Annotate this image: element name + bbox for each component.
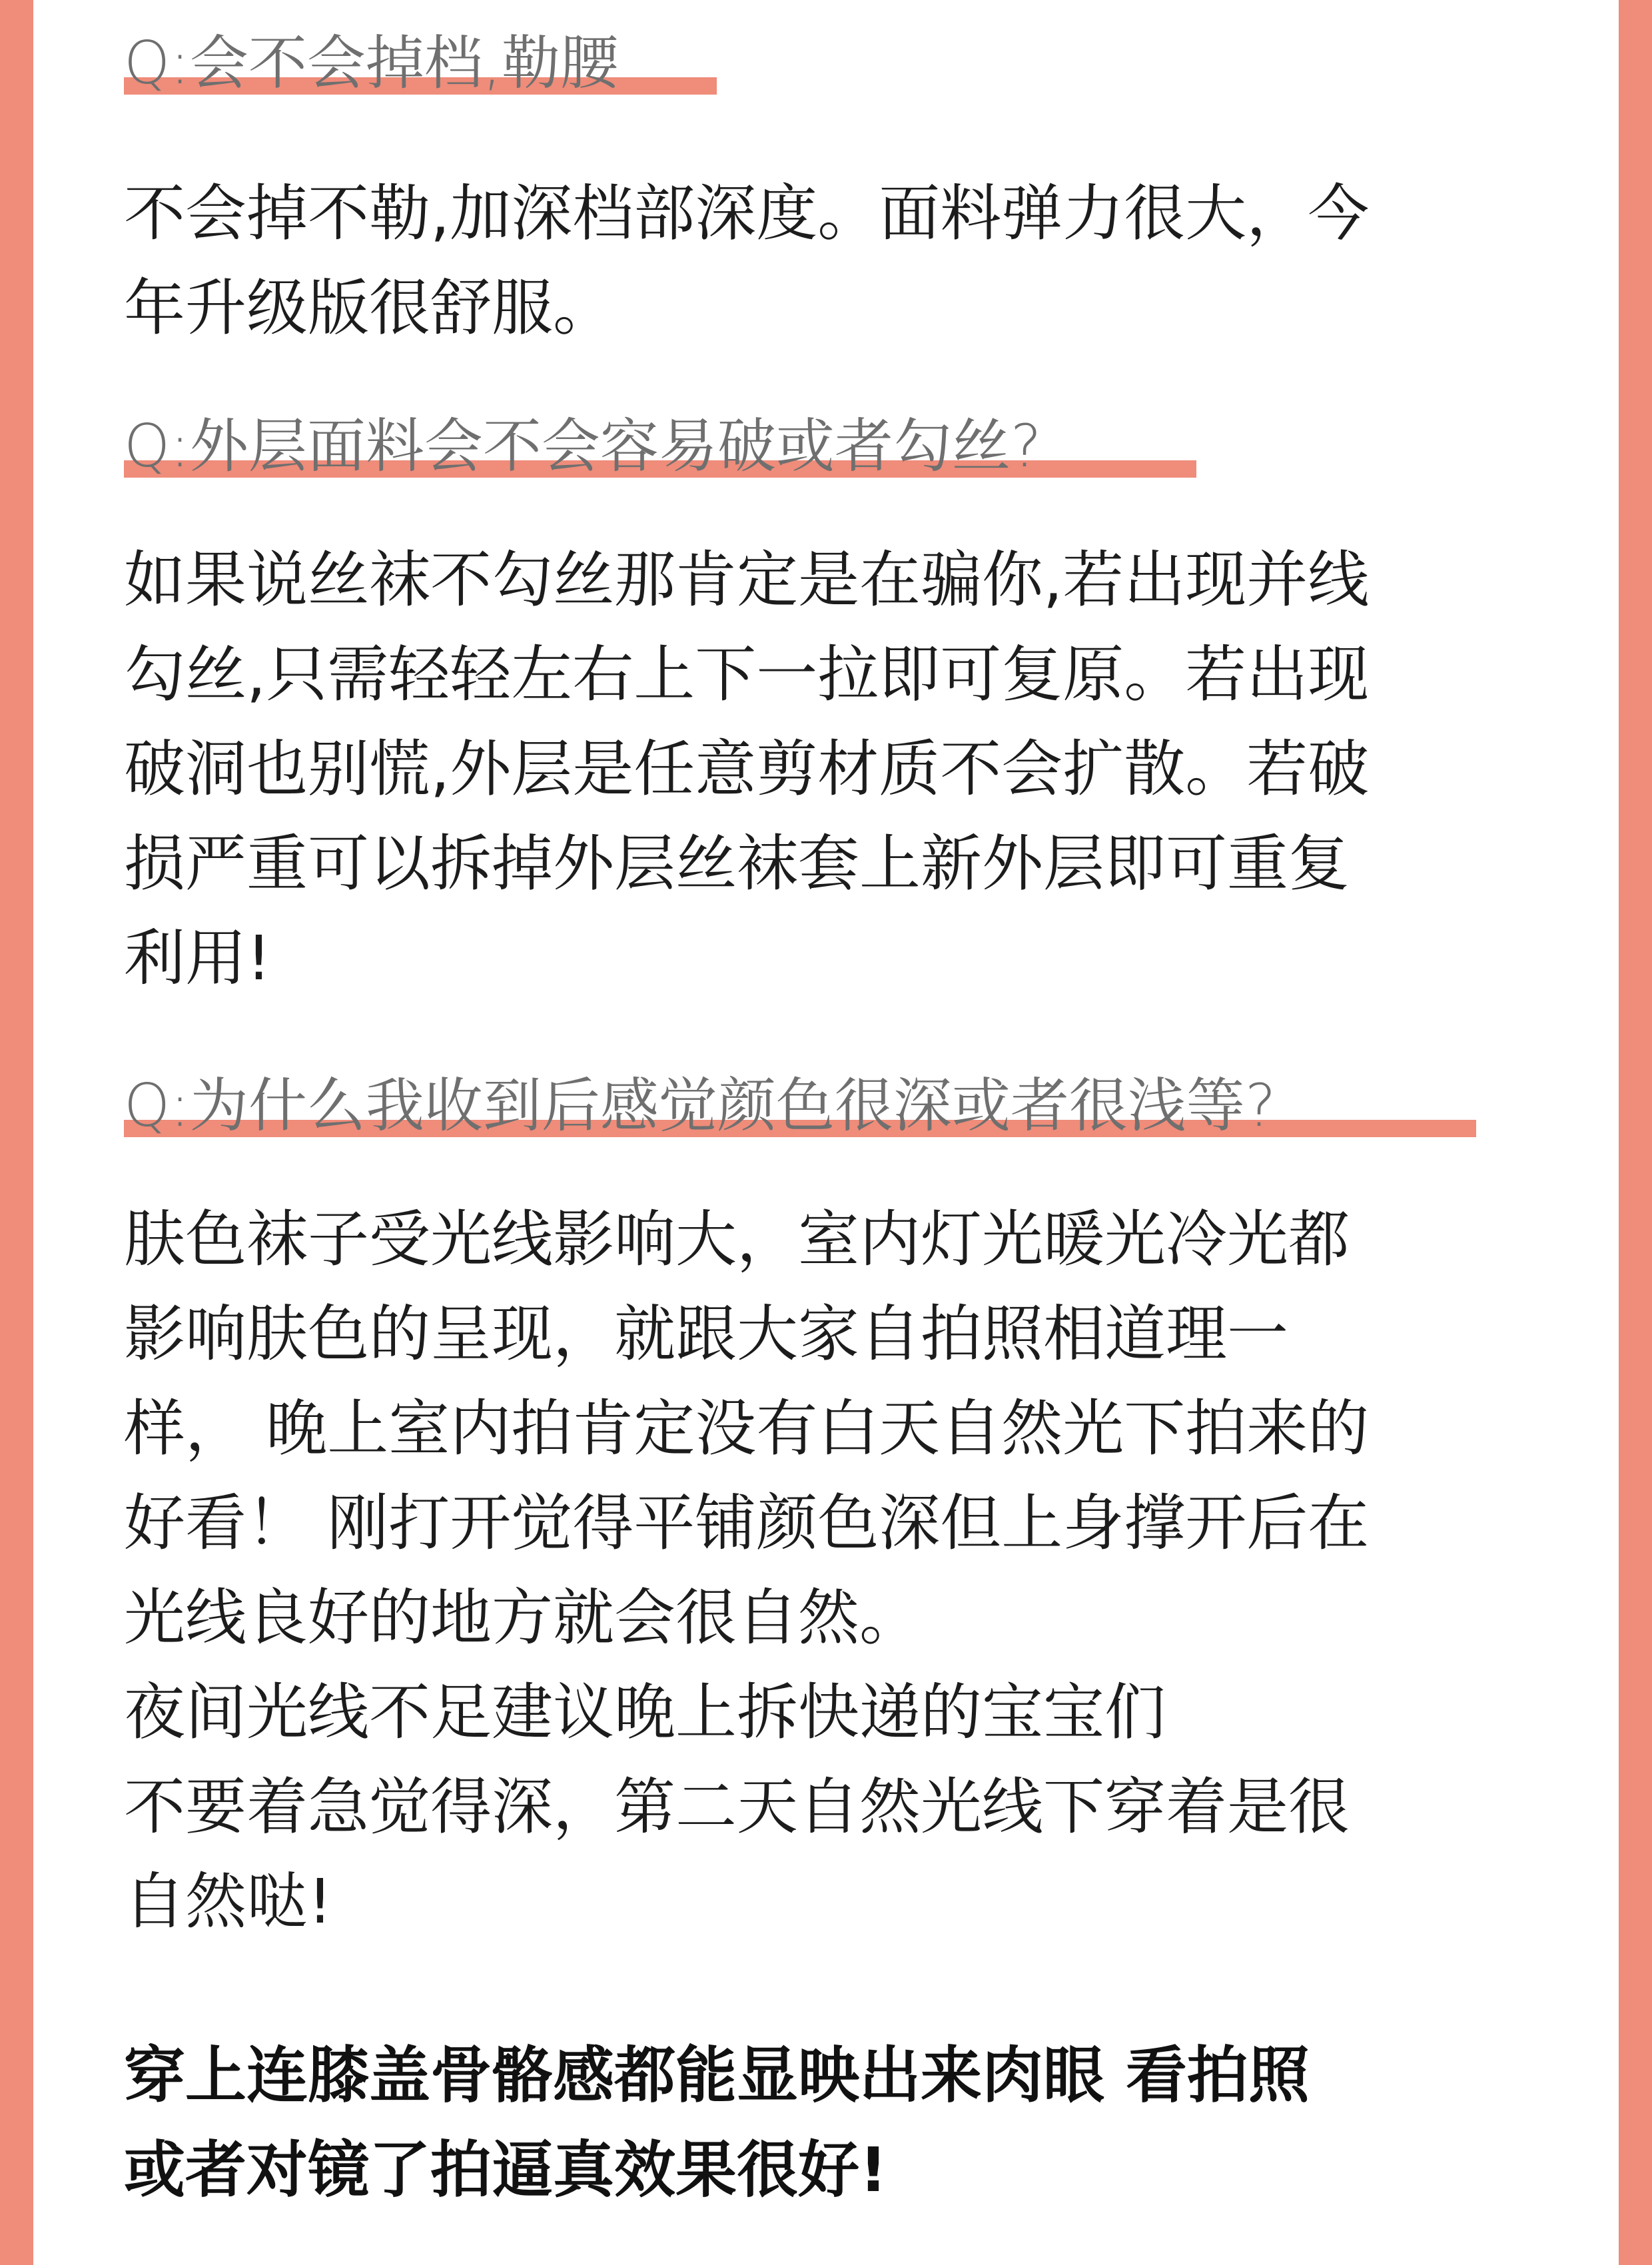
- question-heading-1: [124, 20, 619, 107]
- closing-paragraph: [124, 2029, 1589, 2218]
- answer-line: 自然哒!: [124, 1866, 332, 1937]
- answer-line: 好看！ 刚打开觉得平铺颜色深但上身撑开后在: [124, 1488, 1370, 1559]
- closing-line: 穿上连膝盖骨骼感都能显映出来肉眼 看拍照: [124, 2040, 1310, 2111]
- answer-line: 不要着急觉得深，第二天自然光线下穿着是很: [124, 1771, 1350, 1843]
- answer-line: 样， 晚上室内拍肯定没有白天自然光下拍来的: [124, 1393, 1370, 1464]
- content-card: [33, 0, 1619, 2265]
- question-text: Q:外层面料会不会容易破或者勾丝?: [124, 412, 1042, 480]
- answer-line: 损严重可以拆掉外层丝袜套上新外层即可重复: [124, 828, 1350, 899]
- answer-paragraph-1: [124, 167, 1589, 356]
- question-heading-2: [124, 403, 1042, 490]
- answer-line: 破洞也别慌,外层是任意剪材质不会扩散。若破: [124, 733, 1370, 805]
- question-text: Q:会不会掉档,勒腰: [124, 29, 619, 97]
- answer-line: 勾丝,只需轻轻左右上下一拉即可复原。若出现: [124, 639, 1370, 710]
- question-text: Q:为什么我收到后感觉颜色很深或者很浅等?: [124, 1071, 1276, 1140]
- closing-line: 或者对镜了拍逼真效果很好!: [124, 2134, 887, 2206]
- question-heading-3: [124, 1063, 1276, 1149]
- answer-line: 肤色袜子受光线影响大，室内灯光暖光冷光都: [124, 1204, 1350, 1275]
- answer-paragraph-3: [124, 1192, 1589, 1949]
- answer-line: 不会掉不勒,加深档部深度。面料弹力很大，今: [124, 178, 1370, 249]
- answer-line: 年升级版很舒服。: [124, 272, 615, 344]
- answer-line: 如果说丝袜不勾丝那肯定是在骗你,若出现并线: [124, 544, 1370, 616]
- answer-line: 利用!: [124, 923, 271, 994]
- answer-paragraph-2: [124, 533, 1589, 1006]
- answer-line: 光线良好的地方就会很自然。: [124, 1582, 921, 1653]
- answer-line: 影响肤色的呈现，就跟大家自拍照相道理一: [124, 1298, 1289, 1370]
- answer-line: 夜间光线不足建议晚上拆快递的宝宝们: [124, 1677, 1166, 1748]
